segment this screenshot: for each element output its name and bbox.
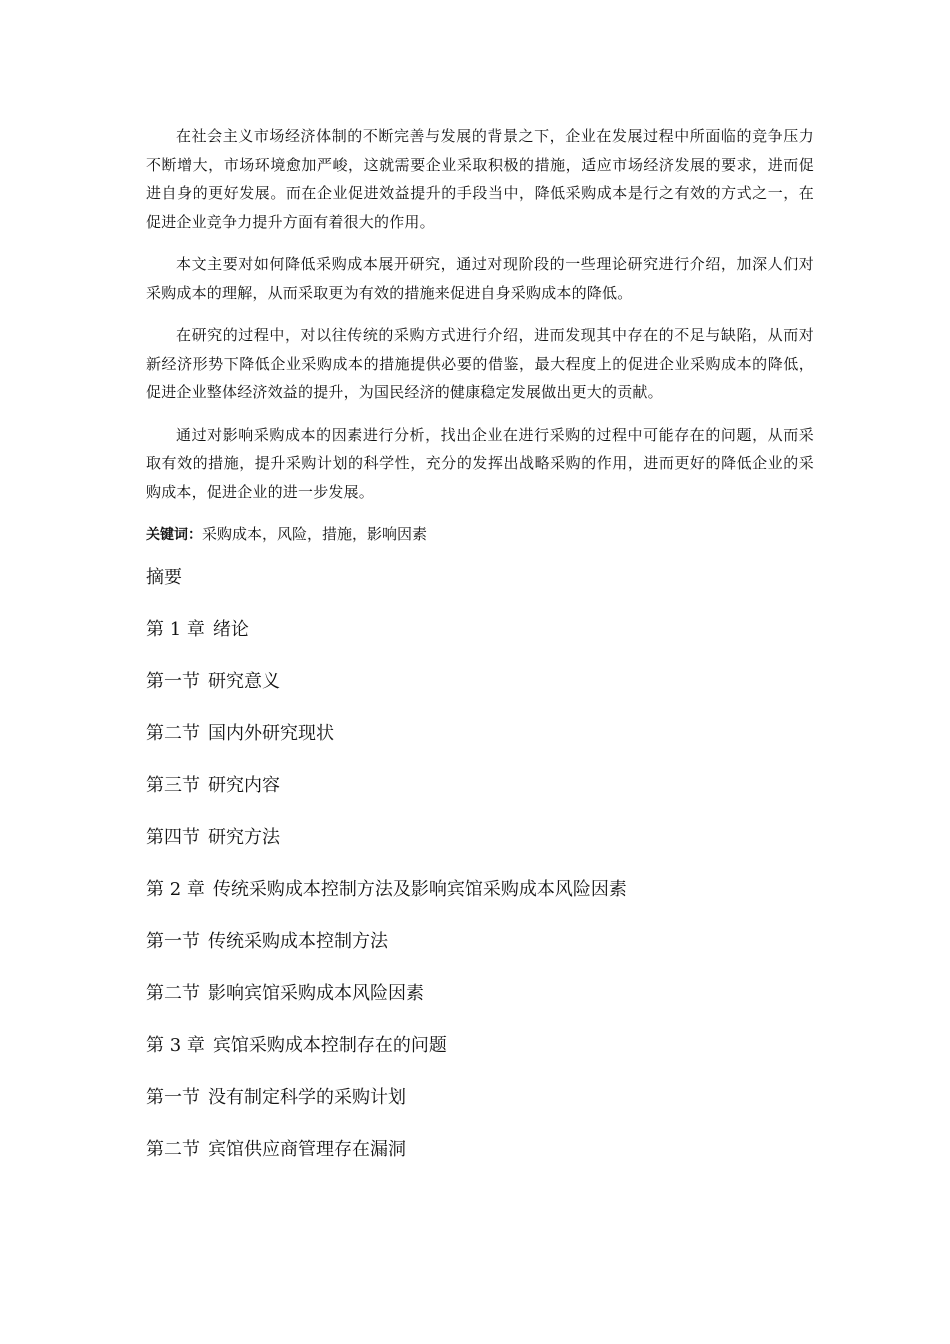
toc-item-title: 宾馆供应商管理存在漏洞 xyxy=(208,1139,406,1160)
toc-item-number: 第 2 章 xyxy=(146,879,205,900)
toc-item-number: 第一节 xyxy=(146,671,200,692)
keywords-line xyxy=(146,520,814,549)
toc-item-number: 第四节 xyxy=(146,827,200,848)
toc-item[interactable] xyxy=(146,1086,814,1110)
keywords-value: 采购成本，风险，措施，影响因素 xyxy=(202,525,428,543)
keywords-colon: ： xyxy=(188,527,202,543)
toc-item-number: 第一节 xyxy=(146,1087,200,1108)
toc-item[interactable] xyxy=(146,826,814,850)
document-page xyxy=(146,122,814,1190)
toc-item-number: 第一节 xyxy=(146,931,200,952)
toc-item-title: 研究方法 xyxy=(208,827,280,848)
toc-item[interactable] xyxy=(146,982,814,1006)
toc-item-number: 第 1 章 xyxy=(146,619,205,640)
toc-item-number: 第二节 xyxy=(146,723,200,744)
abstract-paragraph-3: 在研究的过程中，对以往传统的采购方式进行介绍，进而发现其中存在的不足与缺陷，从而对新经济形势下降低企业采购成本的措施提供必要的借鉴，最大程度上的促进企业采购成本的降低，促进企业整体经济效益的提升，为国民经济的健康稳定发展做出更大的贡献。 xyxy=(146,326,814,401)
toc-item[interactable] xyxy=(146,878,814,902)
abstract-paragraph-4: 通过对影响采购成本的因素进行分析，找出企业在进行采购的过程中可能存在的问题，从而采取有效的措施，提升采购计划的科学性，充分的发挥出战略采购的作用，进而更好的降低企业的采购成本，促进企业的进一步发展。 xyxy=(146,425,814,501)
keywords-label: 关键词 xyxy=(146,527,188,543)
abstract-paragraph-1: 在社会主义市场经济体制的不断完善与发展的背景之下，企业在发展过程中所面临的竞争压力不断增大，市场环境愈加严峻，这就需要企业采取积极的措施，适应市场经济发展的要求，进而促进自身的更好发展。而在企业促进效益提升的手段当中，降低采购成本是行之有效的方式之一，在促进企业竞争力提升方面有着很大的作用。 xyxy=(146,127,814,231)
toc-item[interactable] xyxy=(146,1138,814,1162)
toc-item[interactable] xyxy=(146,930,814,954)
toc-item-number: 第二节 xyxy=(146,1139,200,1160)
toc-item[interactable] xyxy=(146,722,814,746)
toc-item-title: 研究意义 xyxy=(208,671,280,692)
toc-item-number: 第 3 章 xyxy=(146,1035,205,1056)
toc-item-title: 研究内容 xyxy=(208,775,280,796)
table-of-contents xyxy=(146,566,814,1162)
toc-item-title: 摘要 xyxy=(146,567,182,588)
toc-item[interactable] xyxy=(146,774,814,798)
toc-item-title: 国内外研究现状 xyxy=(208,723,334,744)
toc-item-title: 传统采购成本控制方法及影响宾馆采购成本风险因素 xyxy=(212,879,627,900)
toc-item-title: 影响宾馆采购成本风险因素 xyxy=(208,983,424,1004)
toc-item-title: 宾馆采购成本控制存在的问题 xyxy=(212,1035,447,1056)
toc-item-number: 第二节 xyxy=(146,983,200,1004)
toc-item-title: 传统采购成本控制方法 xyxy=(208,931,388,952)
toc-item-title: 绪论 xyxy=(212,619,249,640)
toc-item-number: 第三节 xyxy=(146,775,200,796)
toc-item[interactable] xyxy=(146,618,814,642)
toc-item[interactable] xyxy=(146,566,814,590)
toc-item[interactable] xyxy=(146,670,814,694)
toc-item[interactable] xyxy=(146,1034,814,1058)
toc-item-title: 没有制定科学的采购计划 xyxy=(208,1087,406,1108)
abstract-paragraph-2: 本文主要对如何降低采购成本展开研究，通过对现阶段的一些理论研究进行介绍，加深人们对采购成本的理解，从而采取更为有效的措施来促进自身采购成本的降低。 xyxy=(146,255,814,302)
